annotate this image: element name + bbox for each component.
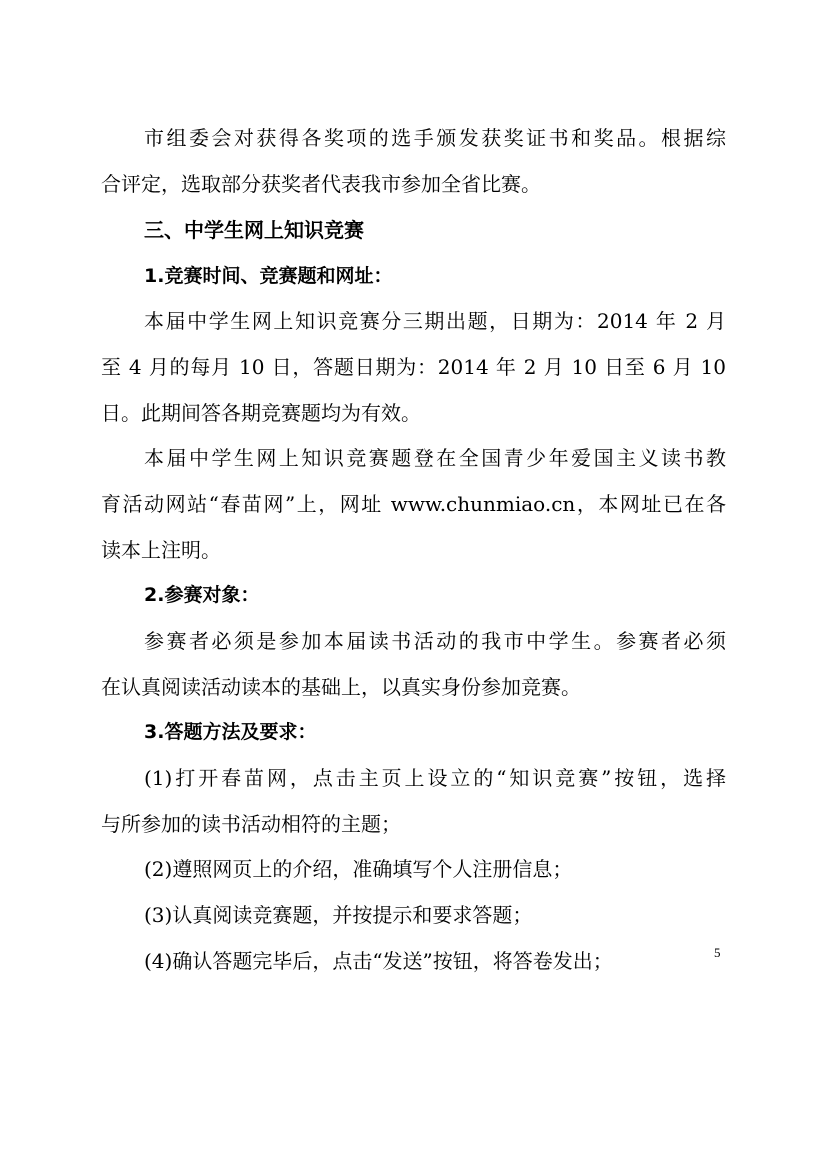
paragraph-line: 在认真阅读活动读本的基础上，以真实身份参加竞赛。 bbox=[101, 675, 581, 699]
subsection-heading: 1.竞赛时间、竞赛题和网址： bbox=[144, 265, 393, 287]
list-item-line: 与所参加的读书活动相符的主题； bbox=[101, 812, 401, 836]
paragraph-line: 日。此期间答各期竞赛题均为有效。 bbox=[101, 401, 421, 425]
list-item-line: (3)认真阅读竞赛题，并按提示和要求答题； bbox=[144, 903, 533, 927]
paragraph-line: 本届中学生网上知识竞赛分三期出题，日期为：2014 年 2 月 bbox=[144, 309, 726, 333]
paragraph-line: 市组委会对获得各奖项的选手颁发获奖证书和奖品。根据综 bbox=[144, 126, 726, 150]
list-item-line: (1)打开春苗网，点击主页上设立的“知识竞赛”按钮，选择 bbox=[144, 766, 726, 790]
paragraph-line: 合评定，选取部分获奖者代表我市参加全省比赛。 bbox=[101, 172, 541, 196]
list-item-line: (2)遵照网页上的介绍，准确填写个人注册信息； bbox=[144, 857, 573, 881]
page-number: 5 bbox=[714, 945, 721, 960]
paragraph-line: 至 4 月的每月 10 日，答题日期为：2014 年 2 月 10 日至 6 月 10 bbox=[101, 355, 726, 379]
paragraph-line: 育活动网站“春苗网”上，网址 www.chunmiao.cn，本网址已在各 bbox=[101, 492, 726, 516]
paragraph-line: 参赛者必须是参加本届读书活动的我市中学生。参赛者必须 bbox=[144, 629, 726, 653]
paragraph-line: 本届中学生网上知识竞赛题登在全国青少年爱国主义读书教 bbox=[144, 446, 726, 470]
section-heading: 三、中学生网上知识竞赛 bbox=[144, 218, 364, 242]
paragraph-line: 读本上注明。 bbox=[101, 538, 221, 562]
subsection-heading: 2.参赛对象： bbox=[144, 584, 260, 606]
subsection-heading: 3.答题方法及要求： bbox=[144, 721, 317, 743]
list-item-line: (4)确认答题完毕后，点击“发送”按钮，将答卷发出； bbox=[144, 949, 613, 973]
